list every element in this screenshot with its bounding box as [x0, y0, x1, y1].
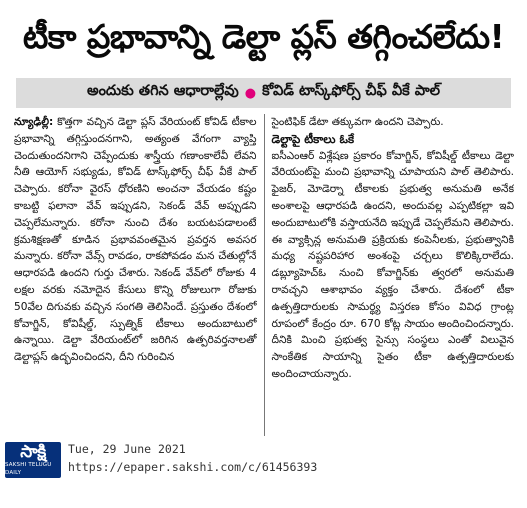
logo-text: సాక్షి	[20, 442, 46, 462]
logo-tagline: SAKSHI TELUGU DAILY	[5, 462, 52, 476]
publication-date: Tue, 29 June 2021	[68, 442, 186, 456]
right-column	[265, 114, 515, 436]
left-column-text: కొత్తగా వచ్చిన డెల్టా ప్లస్ వేరియంట్ కోవిడ్ టీకాల ప్రభావాన్ని తగ్గిస్తుందనగాని, అత్యంత వేగంగా వ్యాప్తి చెందుతుందనిగాని చెప్పేందుకు శాస్త్రీయ గణాంకాలేవీ లేవని నీతి ఆయోగ్ సభ్యుడు, కోవిడ్ టాస్క్‌ఫోర్స్ చీఫ్ వీకే పాల్ చెప్పారు. కరోనా వైరస్ ధోరణిని అంచనా వేయడం కష్టం కాబట్టి ఫలానా వేవ్ ఇప్పుడని, సెకండ్ వేవ్ అప్పుడని చెప్పలేమన్నారు. కరోనా నుంచి దేశం బయటపడాలంటే క్రమశిక్షణతో కూడిన ప్రభావవంతమైన ప్రవర్తన అవసర మన్నారు. కరోనా వేవ్స్ రావడం, రాకపోవడం మన చేతుల్లోనే ఆధారపడి ఉందని గుర్తు చేశారు. సెకండ్ వేవ్‌లో రోజుకు 4 లక్షల వరకు నమోదైన కేసులు కొన్ని రోజులుగా రోజుకు 50వేల దిగువకు వచ్చిన సంగతి తెలిసిందే. ప్రస్తుతం దేశంలో కోవాగ్జిన్, కోవిషీల్డ్, స్పుత్నిక్ టీకాలు అందుబాటులో ఉన్నాయి. డెల్టా వేరియంట్‌లో జరిగిన ఉత్పరివర్తనాలతో డెల్టాప్లస్ ఉద్భవించిందని, దీని గురించిన	[14, 116, 257, 364]
right-intro: సైంటిఫిక్ డేటా తక్కువగా ఉందని చెప్పారు.	[271, 116, 444, 128]
epaper-link[interactable]: https://epaper.sakshi.com/c/61456393	[68, 460, 318, 474]
headline: టీకా ప్రభావాన్ని డెల్టా ప్లస్ తగ్గించలేదు!	[22, 17, 505, 56]
sakshi-logo[interactable]	[5, 442, 61, 478]
subheading-left: అందుకు తగిన ఆధారాల్లేవు	[86, 83, 239, 99]
right-column-text: ఐసీఎంఆర్ విశ్లేషణ ప్రకారం కోవాగ్జిన్, కోవిషీల్డ్ టీకాలు డెల్టా వేరియంట్‌పై మంచి ప్రభావాన్ని చూపాయని పాల్ తెలిపారు. ఫైజర్, మోడెర్నా టీకాలకు ప్రభుత్వ అనుమతి అనేక అంశాలపై ఆధారపడి ఉందని, అందువల్ల ఎప్పటికల్లా ఇవి అందుబాటులోకి వస్తాయనేది ఇప్పుడే చెప్పలేమని తెలిపారు. ఈ వ్యాక్సిన్ల అనుమతి ప్రక్రియకు కంపెనీలకు, ప్రభుత్వానికి మధ్య నష్టపరిహార అంశంపై చర్చలు కొలిక్కిరాలేదు. డబ్ల్యూహెచ్‌ఓ నుంచి కోవాగ్జిన్‌కు త్వరలో అనుమతి రావచ్చని ఆశాభావం వ్యక్తం చేశారు. దేశంలో టీకా ఉత్పత్తిదారులకు సామర్థ్య విస్తరణ కోసం వివిధ గ్రాంట్ల రూపంలో కేంద్రం రూ. 670 కోట్ల సాయం అందించిందన్నారు. దీనికి మించి ప్రభుత్వ సైన్సు సంస్థలు ఎంతో విలువైన సాంకేతిక సాయాన్ని సైతం టీకా ఉత్పత్తిదారులకు అందించాయన్నారు.	[271, 149, 514, 380]
right-subhead: డెల్టాపై టీకాలు ఓకే	[271, 131, 355, 146]
footer	[0, 438, 527, 508]
left-paragraph	[14, 114, 257, 366]
left-column	[14, 114, 265, 436]
subheading-right: కోవిడ్ టాస్క్‌ఫోర్స్ చీఫ్ వీకే పాల్	[262, 83, 441, 99]
bullet-separator-icon: ●	[244, 85, 257, 101]
article-body	[14, 114, 514, 436]
dateline: న్యూఢిల్లీ:	[14, 116, 54, 128]
subheading-band	[16, 78, 511, 108]
